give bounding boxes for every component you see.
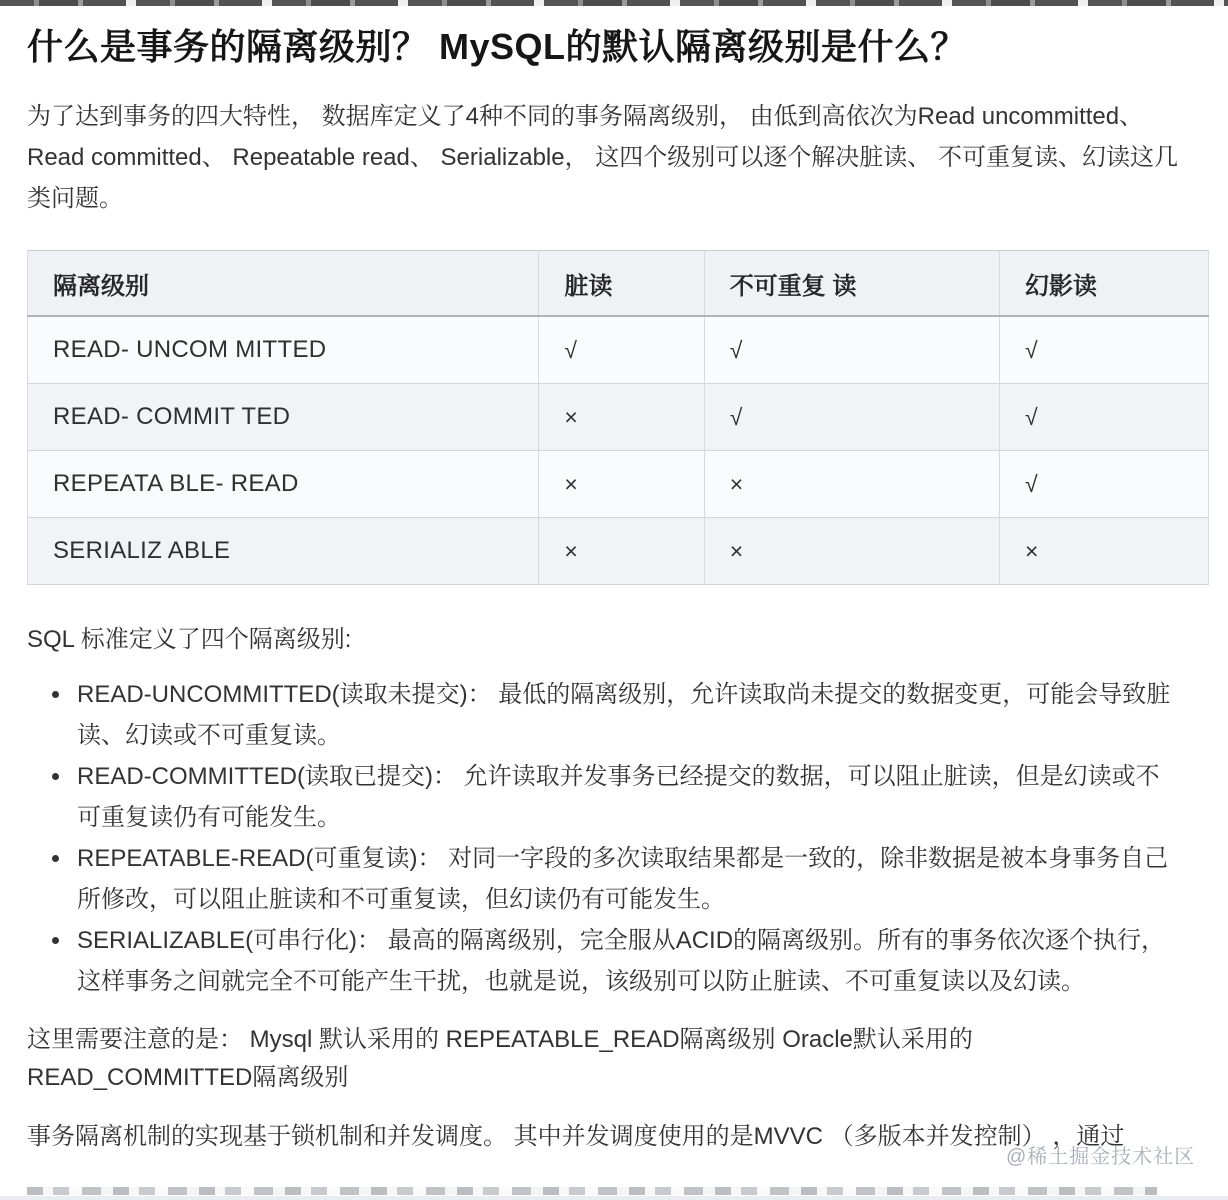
column-header-isolation-level: 隔离级别 bbox=[28, 251, 539, 317]
list-item-serializable: • SERIALIZABLE(可串行化)： 最高的隔离级别，完全服从ACID的隔离级别。所有的事务依次逐个执行，这样事务之间就完全不可能产生干扰，也就是说，该级别可以防止脏读、不可重复读以及幻读。 bbox=[73, 920, 1172, 1002]
table-row bbox=[28, 384, 1209, 451]
non-repeatable-read-cell: × bbox=[704, 451, 999, 518]
level-cell: READ- COMMIT TED bbox=[28, 384, 539, 451]
phantom-read-cell: × bbox=[999, 518, 1208, 585]
list-item-repeatable-read: • REPEATABLE-READ(可重复读)： 对同一字段的多次读取结果都是一致的，除非数据是被本身事务自己所修改，可以阻止脏读和不可重复读，但幻读仍有可能发生。 bbox=[73, 838, 1172, 920]
column-header-dirty-read: 脏读 bbox=[539, 251, 704, 317]
watermark-text: @稀土掘金技术社区 bbox=[1006, 1146, 1196, 1168]
level-cell: REPEATA BLE- READ bbox=[28, 451, 539, 518]
dirty-read-cell: √ bbox=[539, 316, 704, 384]
column-header-non-repeatable-read: 不可重复 读 bbox=[704, 251, 999, 317]
clipped-next-line-artifact bbox=[27, 1187, 1157, 1195]
list-item-read-uncommitted: • READ-UNCOMMITTED(读取未提交)： 最低的隔离级别，允许读取尚未提交的数据变更，可能会导致脏读、幻读或不可重复读。 bbox=[73, 674, 1172, 756]
list-item-read-committed: • READ-COMMITTED(读取已提交)： 允许读取并发事务已经提交的数据，可以阻止脏读，但是幻读或不可重复读仍有可能发生。 bbox=[73, 756, 1172, 838]
page-title: 什么是事务的隔离级别？ MySQL的默认隔离级别是什么？ bbox=[27, 26, 968, 67]
table-header-row bbox=[28, 251, 1209, 317]
table-row bbox=[28, 316, 1209, 384]
non-repeatable-read-cell: √ bbox=[704, 316, 999, 384]
table-row bbox=[28, 518, 1209, 585]
non-repeatable-read-cell: × bbox=[704, 518, 999, 585]
level-cell: READ- UNCOM MITTED bbox=[28, 316, 539, 384]
default-levels-note: 这里需要注意的是： Mysql 默认采用的 REPEATABLE_READ隔离级别 Oracle默认采用的READ_COMMITTED隔离级别 bbox=[27, 1026, 973, 1091]
level-cell: SERIALIZ ABLE bbox=[28, 518, 539, 585]
closing-paragraph: 事务隔离机制的实现基于锁机制和并发调度。 其中并发调度使用的是MVVC （多版本并发控制） ，通过 bbox=[27, 1123, 1125, 1150]
intro-paragraph: 为了达到事务的四大特性， 数据库定义了4种不同的事务隔离级别， 由低到高依次为Read uncommitted、 Read committed、 Repeatable read、 Serializable， 这四个级别可以逐个解决脏读、 不可重复读、幻读这几类问题。 bbox=[27, 103, 1178, 212]
sql-levels-heading: SQL 标准定义了四个隔离级别: bbox=[27, 626, 352, 653]
dirty-read-cell: × bbox=[539, 518, 704, 585]
non-repeatable-read-cell: √ bbox=[704, 384, 999, 451]
page-bottom-edge bbox=[0, 1196, 1228, 1200]
phantom-read-cell: √ bbox=[999, 316, 1208, 384]
dirty-read-cell: × bbox=[539, 451, 704, 518]
phantom-read-cell: √ bbox=[999, 384, 1208, 451]
dirty-read-cell: × bbox=[539, 384, 704, 451]
table-row bbox=[28, 451, 1209, 518]
column-header-phantom-read: 幻影读 bbox=[999, 251, 1208, 317]
isolation-levels-table bbox=[27, 250, 1209, 585]
isolation-levels-list bbox=[27, 674, 1201, 1002]
phantom-read-cell: √ bbox=[999, 451, 1208, 518]
